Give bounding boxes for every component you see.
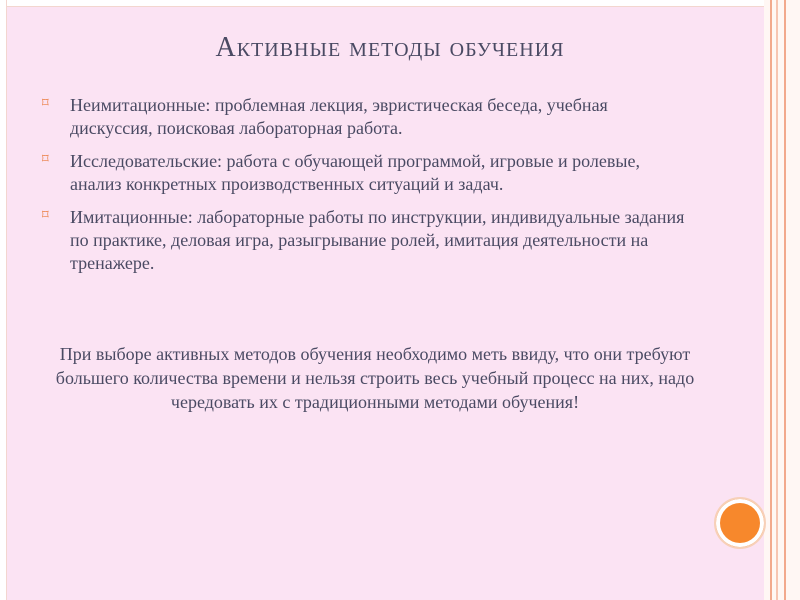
decorative-vertical-line [770,0,772,600]
bullet-square-icon [42,96,56,110]
right-decorative-strip [764,0,800,600]
bullet-square-icon [42,152,56,166]
decorative-vertical-line [784,0,786,600]
slide-title: Активные методы обучения [215,32,565,63]
bullet-text: Имитационные: лабораторные работы по инструкции, индивидуальные задания по практике, деловая игра, разыгрывание ролей, имитация деятельности на тренажере. [70,207,685,273]
orange-circle-icon [714,497,766,549]
slide-note: При выборе активных методов обучения необходимо меть ввиду, что они требуют большего количества времени и нельзя строить весь учебный процесс на них, надо чередовать их с традиционными методами обучения! [55,344,695,412]
bullet-list [42,94,692,285]
bullet-item-non-imitation [42,94,692,140]
bullet-text: Неимитационные: проблемная лекция, эвристическая беседа, учебная дискуссия, поисковая лабораторная работа. [70,95,608,138]
decorative-vertical-line [776,0,778,600]
bullet-item-research [42,150,692,196]
top-frame-line [0,0,800,7]
left-frame-line [0,0,7,600]
bullet-square-icon [42,208,56,222]
bullet-item-imitation [42,206,692,275]
bullet-text: Исследовательские: работа с обучающей программой, игровые и ролевые, анализ конкретных производственных ситуаций и задач. [70,151,640,194]
